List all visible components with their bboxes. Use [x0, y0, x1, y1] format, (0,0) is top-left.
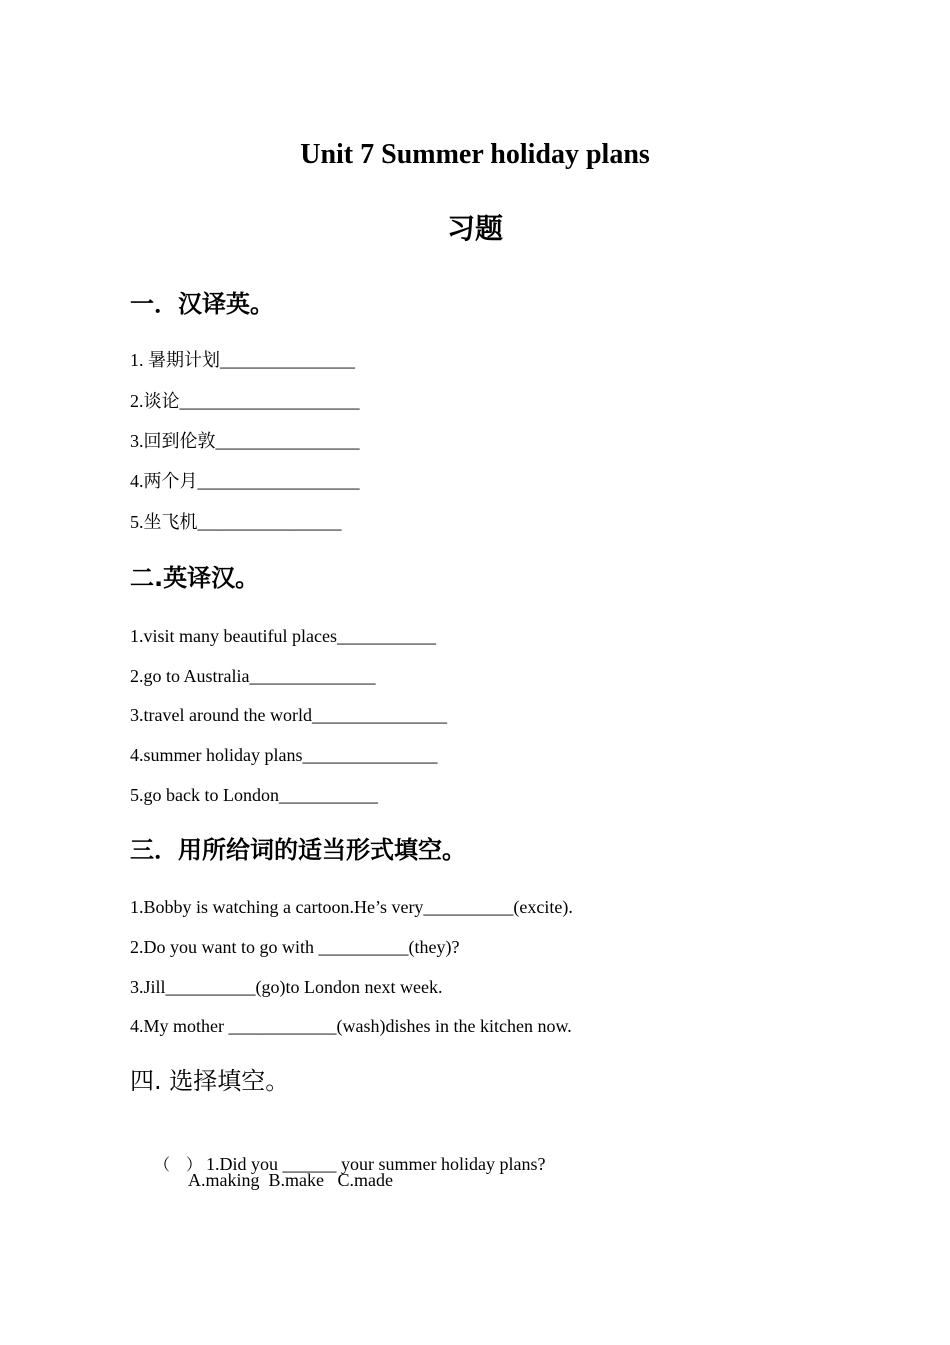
section-3-item-4: 4.My mother ____________(wash)dishes in the kitchen now.: [130, 1016, 572, 1036]
section-3-item-1: 1.Bobby is watching a cartoon.He’s very__________(excite).: [130, 897, 573, 917]
section-2-heading: 二.英译汉。: [130, 564, 260, 592]
section-1-item-5: 5.坐飞机________________: [130, 512, 342, 532]
choice-question-1-options: A.making B.make C.made: [188, 1170, 393, 1190]
section-2-item-5: 5.go back to London___________: [130, 785, 378, 805]
section-2-item-2: 2.go to Australia______________: [130, 666, 376, 686]
page-subtitle: 习题: [446, 212, 503, 245]
section-1-heading: 一．汉译英。: [130, 290, 274, 318]
section-4-heading: 四. 选择填空。: [130, 1067, 290, 1095]
section-1-item-4: 4.两个月__________________: [130, 471, 360, 491]
section-1-item-2: 2.谈论____________________: [130, 391, 360, 411]
section-3-item-3: 3.Jill__________(go)to London next week.: [130, 977, 443, 997]
page-title: Unit 7 Summer holiday plans: [300, 139, 650, 170]
section-1-item-1: 1. 暑期计划_______________: [130, 350, 355, 370]
section-3-heading: 三．用所给词的适当形式填空。: [130, 836, 466, 864]
answer-paren: （ ）: [154, 1155, 203, 1174]
section-3-item-2: 2.Do you want to go with __________(they)?: [130, 937, 460, 957]
section-2-item-3: 3.travel around the world_______________: [130, 705, 447, 725]
section-2-item-4: 4.summer holiday plans_______________: [130, 745, 438, 765]
section-1-item-3: 3.回到伦敦________________: [130, 431, 360, 451]
question-text: 1.Did you ______ your summer holiday plans?: [206, 1154, 546, 1174]
section-2-item-1: 1.visit many beautiful places___________: [130, 626, 436, 646]
